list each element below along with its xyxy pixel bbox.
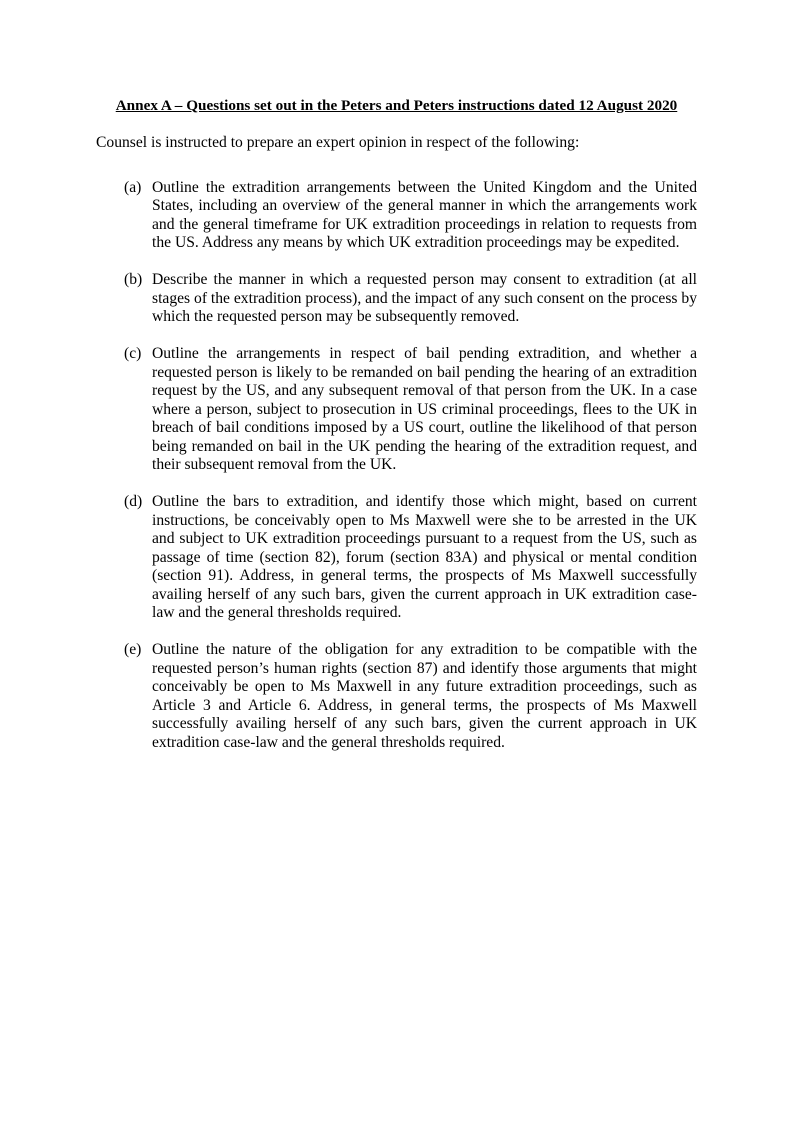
question-text: Outline the extradition arrangements between the United Kingdom and the United States, including an overview of the general manner in which the arrangements work and the general timeframe for UK extradition proceedings in relation to requests from the US. Address any means by which UK extradition proceedings may be expedited. xyxy=(152,178,697,251)
question-item-e xyxy=(96,641,697,752)
question-item-a xyxy=(96,179,697,253)
question-text: Outline the bars to extradition, and identify those which might, based on current instructions, be conceivably open to Ms Maxwell were she to be arrested in the UK and subject to UK extradition proceedings pursuant to a request from the US, such as passage of time (section 82), forum (section 83A) and physical or mental condition (section 91). Address, in general terms, the prospects of Ms Maxwell successfully availing herself of any such bars, given the current approach in UK extradition case-law and the general thresholds required. xyxy=(152,493,697,621)
intro-paragraph: Counsel is instructed to prepare an expert opinion in respect of the following: xyxy=(96,134,580,151)
question-marker: (d) xyxy=(124,493,143,510)
questions-list xyxy=(96,179,697,753)
question-marker: (a) xyxy=(124,178,142,196)
question-item-c xyxy=(96,345,697,475)
question-marker: (c) xyxy=(124,345,142,362)
document-page xyxy=(96,97,697,771)
question-item-d xyxy=(96,493,697,623)
question-item-b xyxy=(96,271,697,327)
question-marker: (b) xyxy=(124,271,143,288)
annex-title: Annex A – Questions set out in the Peters and Peters instructions dated 12 August 2020 xyxy=(115,97,678,114)
question-marker: (e) xyxy=(124,641,142,658)
question-text: Describe the manner in which a requested person may consent to extradition (at all stages of the extradition process), and the impact of any such consent on the process by which the requested person may be subsequently removed. xyxy=(152,271,697,325)
question-text: Outline the arrangements in respect of bail pending extradition, and whether a requested person is likely to be remanded on bail pending the hearing of an extradition request by the US, and any subsequent removal of that person from the UK. In a case where a person, subject to prosecution in US criminal proceedings, flees to the UK in breach of bail conditions imposed by a US court, outline the likelihood of that person being remanded on bail in the UK pending the hearing of the extradition request, and their subsequent removal from the UK. xyxy=(152,345,697,473)
question-text: Outline the nature of the obligation for any extradition to be compatible with the requested person’s human rights (section 87) and identify those arguments that might conceivably be open to Ms Maxwell in any future extradition proceedings, such as Article 3 and Article 6. Address, in general terms, the prospects of Ms Maxwell successfully availing herself of any such bars, given the current approach in UK extradition case-law and the general thresholds required. xyxy=(152,641,697,751)
